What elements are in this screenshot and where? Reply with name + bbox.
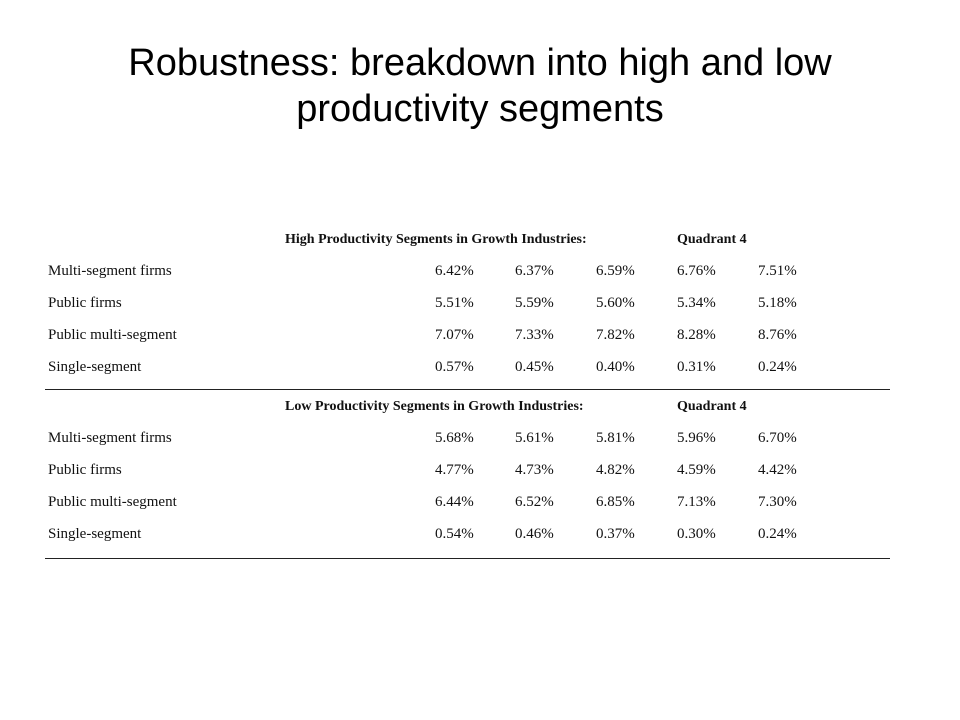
row-value: 7.82% (596, 327, 635, 343)
row-value: 6.37% (515, 263, 554, 279)
row-value: 0.24% (758, 359, 797, 375)
results-table (45, 225, 890, 559)
row-label: Public multi-segment (48, 327, 177, 343)
panel-header-quadrant: Quadrant 4 (677, 232, 747, 247)
row-value: 6.44% (435, 494, 474, 510)
row-value: 5.61% (515, 430, 554, 446)
row-value: 7.13% (677, 494, 716, 510)
row-value: 5.59% (515, 295, 554, 311)
row-value: 0.54% (435, 526, 474, 542)
row-value: 5.60% (596, 295, 635, 311)
row-value: 7.07% (435, 327, 474, 343)
table-row (45, 454, 890, 486)
row-value: 0.31% (677, 359, 716, 375)
row-value: 8.76% (758, 327, 797, 343)
slide-title: Robustness: breakdown into high and low productivity segments (128, 42, 832, 130)
row-value: 6.76% (677, 263, 716, 279)
row-value: 0.24% (758, 526, 797, 542)
row-value: 0.45% (515, 359, 554, 375)
row-value: 8.28% (677, 327, 716, 343)
row-value: 5.81% (596, 430, 635, 446)
panel-divider (45, 389, 890, 390)
table-bottom-rule (45, 558, 890, 559)
row-value: 5.96% (677, 430, 716, 446)
row-value: 6.42% (435, 263, 474, 279)
row-value: 7.30% (758, 494, 797, 510)
table-row (45, 518, 890, 550)
row-label: Public multi-segment (48, 494, 177, 510)
row-label: Multi-segment firms (48, 263, 172, 279)
panel-header (45, 392, 890, 422)
row-value: 4.77% (435, 462, 474, 478)
panel-header-label: Low Productivity Segments in Growth Industries: (285, 399, 584, 414)
row-label: Multi-segment firms (48, 430, 172, 446)
row-value: 5.68% (435, 430, 474, 446)
table-row (45, 255, 890, 287)
row-label: Single-segment (48, 359, 142, 375)
row-value: 0.37% (596, 526, 635, 542)
row-value: 6.59% (596, 263, 635, 279)
row-value: 6.85% (596, 494, 635, 510)
row-value: 0.40% (596, 359, 635, 375)
table-row (45, 319, 890, 351)
row-value: 4.73% (515, 462, 554, 478)
row-value: 5.51% (435, 295, 474, 311)
panel-header-label: High Productivity Segments in Growth Industries: (285, 232, 587, 247)
row-value: 4.59% (677, 462, 716, 478)
panel-low-productivity (45, 392, 890, 550)
row-value: 4.82% (596, 462, 635, 478)
row-value: 5.34% (677, 295, 716, 311)
row-label: Single-segment (48, 526, 142, 542)
table-row (45, 486, 890, 518)
panel-header (45, 225, 890, 255)
row-value: 7.33% (515, 327, 554, 343)
table-row (45, 287, 890, 319)
table-row (45, 422, 890, 454)
row-value: 7.51% (758, 263, 797, 279)
row-value: 6.52% (515, 494, 554, 510)
row-value: 0.57% (435, 359, 474, 375)
table-row (45, 351, 890, 383)
panel-header-quadrant: Quadrant 4 (677, 399, 747, 414)
row-value: 5.18% (758, 295, 797, 311)
row-label: Public firms (48, 462, 122, 478)
row-value: 0.46% (515, 526, 554, 542)
row-value: 0.30% (677, 526, 716, 542)
row-label: Public firms (48, 295, 122, 311)
row-value: 4.42% (758, 462, 797, 478)
panel-high-productivity (45, 225, 890, 383)
row-value: 6.70% (758, 430, 797, 446)
